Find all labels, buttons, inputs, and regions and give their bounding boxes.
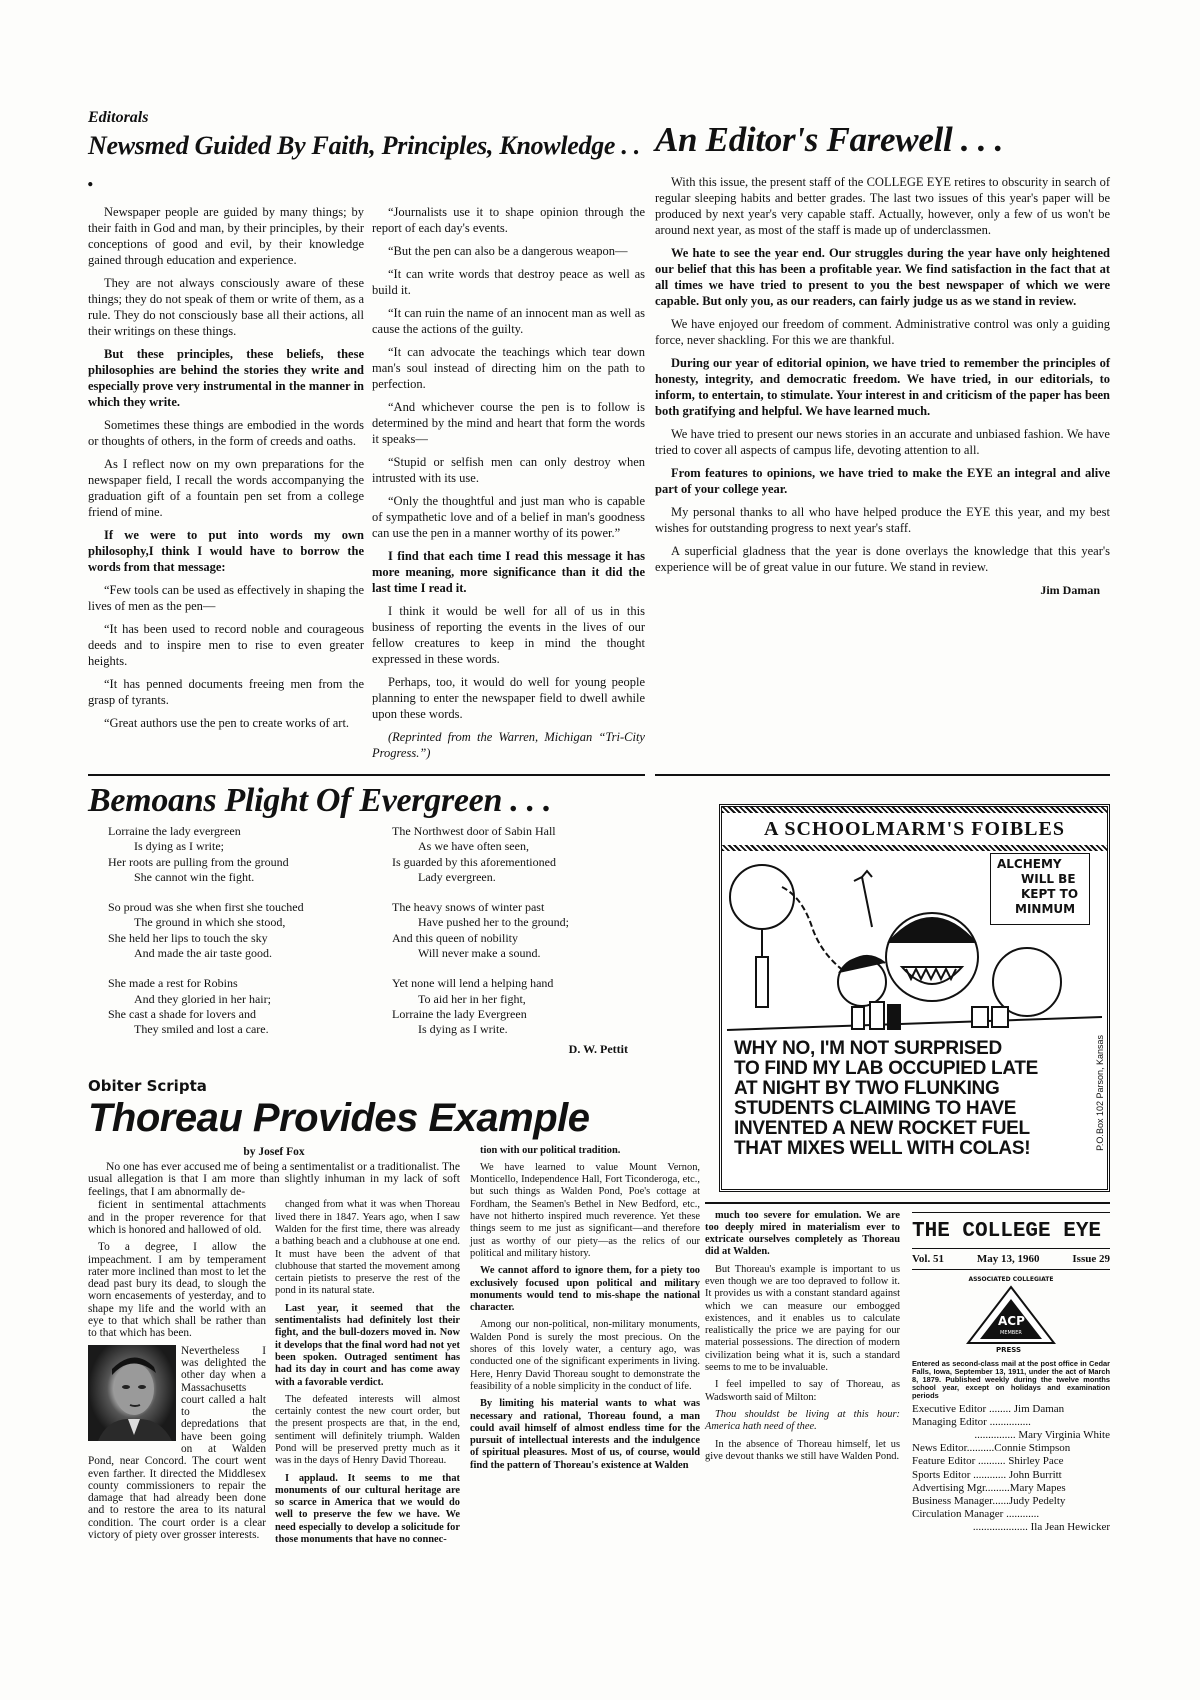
editorial-2 (655, 108, 1110, 598)
paragraph: “Journalists use it to shape opinion through the report of each day's events. (372, 205, 645, 235)
paragraph: From features to opinions, we have tried to make the EYE an integral and alive part of your college year. (655, 466, 1110, 496)
paragraph: Thou shouldst be living at this hour: America hath need of thee. (705, 1408, 900, 1433)
staff-role: Circulation Manager ............ (912, 1508, 1040, 1521)
staff-role: Managing Editor ............... (912, 1415, 1031, 1428)
poem-line: And this queen of nobility (392, 930, 518, 945)
staff-name: Jim Daman (1013, 1402, 1065, 1415)
column-col-1-continued: The court went even farther. It directed the Middlesex county commissioners to repair the damage that had already been done and to restore the area to its natural condition. The court order is a clear victory of piety over grosser interests. (88, 1455, 266, 1542)
poem-line: Her roots are pulling from the ground (108, 854, 289, 869)
poem-line: She held her lips to touch the sky (108, 930, 268, 945)
paragraph: The defeated interests will almost certainly contest the new court order, but the present prospects are that, in the end, sentiment will definitely triumph. Walden Pond will be preserved pretty much as it was in the days of Henry David Thoreau. (275, 1393, 460, 1467)
poem-line: Lorraine the lady Evergreen (392, 1006, 527, 1021)
poem-line: Lorraine the lady evergreen (108, 824, 241, 838)
staff-name: Mary Virginia White (1018, 1428, 1110, 1441)
paragraph: Newspaper people are guided by many things; by their faith in God and man, by their principles, by their conceptions of good and evil, by their knowledge gained through education and experience. (88, 205, 364, 267)
staff-role: Business Manager...... (912, 1494, 1009, 1507)
cartoon-credit: P.O.Box 102 Parson, Kansas (1095, 1035, 1105, 1151)
cartoon-caption (734, 1039, 1038, 1159)
editorial-1 (88, 108, 645, 768)
staff-row (912, 1403, 1110, 1416)
alchemy-sign (990, 853, 1090, 925)
poem-line: The ground in which she stood, (134, 915, 286, 930)
acp-member: MEMBER (1000, 1329, 1022, 1336)
column-headline: Thoreau Provides Example (88, 1095, 590, 1140)
paragraph: “And whichever course the pen is to follow is determined by the mind and heart that form the words it speaks— (372, 400, 645, 446)
paragraph: “Only the thoughtful and just man who is capable of sympathetic love and of a belief in man's goodness can use the pen in a manner worthy of its power.” (372, 494, 645, 540)
poem-left (88, 824, 392, 1053)
paragraph: “But the pen can also be a dangerous weapon— (388, 244, 628, 258)
poem-right (392, 824, 642, 1053)
editorial-column-1 (88, 204, 364, 738)
column-wrap-text: Nevertheless I was delighted the other day when a Massachusetts court called a halt to the depredations that have been going on at Walden Pond, near Concord. (88, 1344, 266, 1468)
staff-row (912, 1429, 1110, 1442)
caption-line: AT NIGHT BY TWO FLUNKING (734, 1078, 1000, 1099)
column-col-1-flow (88, 1345, 266, 1542)
caption-line: WHY NO, I'M NOT SURPRISED (734, 1038, 1002, 1059)
farewell-headline: An Editor's Farewell . . . (655, 120, 1004, 159)
stanza (108, 976, 392, 1037)
column-lower-cols (88, 1199, 460, 1551)
staff-row (912, 1469, 1110, 1482)
paragraph: “It has been used to record noble and courageous deeds and to inspire men to rise to even greater heights. (88, 622, 364, 668)
paragraph: changed from what it was when Thoreau lived there in 1847. Years ago, when I saw Walden for the first time, there was already a bathing beach and a clubhouse at one end. It must have been the advent of that clubhouse that started the movement among certain pietists to preserve the rest of the pond in its natural state. (275, 1199, 460, 1297)
paragraph: By limiting his material wants to what was necessary and rational, Thoreau found, a man could avail himself of almost endless time for the pursuit of intellectual interests and the indulgence of spiritual pleasures. Most of us, of course, would find the pattern of Thoreau's existence at Walden (470, 1398, 700, 1471)
paragraph: Among our non-political, non-military monuments, Walden Pond is surely the most precious. On the shores of this lovely water, a century ago, was conducted one of the significant experiments in living. Here, Henry David Thoreau sought to demonstrate the feasibility of a noble simplicity in the conduct of life. (470, 1319, 700, 1392)
lower-left (88, 776, 700, 1551)
poem-line: The heavy snows of winter past (392, 900, 545, 915)
divider (705, 1202, 1110, 1204)
staff-role: .................... (972, 1521, 1028, 1534)
paragraph: We cannot afford to ignore them, for a piety too exclusively focused upon political and military monuments would tend to mis-shape the national character. (470, 1265, 700, 1314)
portrait-image (88, 1345, 176, 1441)
paragraph: Sometimes these things are embodied in the words or thoughts of others, in the form of creeds and oaths. (88, 418, 364, 448)
staff-role: News Editor.......... (912, 1442, 995, 1455)
caption-line: INVENTED A NEW ROCKET FUEL (734, 1118, 1030, 1139)
paragraph: I applaud. It seems to me that monuments of our cultural heritage are so scarce in America that we would do well to preserve the few we have. We need especially to develop a solicitude for those monuments that have no connec- (275, 1472, 460, 1546)
newspaper-page (88, 0, 1110, 1591)
column-col-1 (88, 1199, 266, 1339)
caption-line: THAT MIXES WELL WITH COLAS! (734, 1138, 1031, 1159)
paragraph: We have tried to present our news stories in an accurate and unbiased fashion. We have tried to cover all aspects of campus life, devoting attention to all. (655, 427, 1110, 457)
poem-line: Yet none will lend a helping hand (392, 976, 554, 991)
column-kicker: Obiter Scripta (88, 1076, 207, 1095)
editorial-column-2 (372, 204, 645, 768)
acp-logo (912, 1276, 1110, 1356)
staff-role: Advertising Mgr......... (912, 1481, 1010, 1494)
paragraph: much too severe for emulation. We are too deeply mired in materialism ever to extricate ourselves completely as Thoreau did at Walden. (705, 1209, 900, 1258)
paragraph: To a degree, I allow the impeachment. I am by temperament rater more inclined than most to let the dead past bury its dead, to slough the worn encasements of yesterday, and to shape my life and the world with an eye to that which shall be rather than to that which has been. (88, 1241, 266, 1340)
poem-line: She cast a shade for lovers and (108, 1006, 256, 1021)
staff-row (912, 1495, 1110, 1508)
acp-press: PRESS (996, 1345, 1022, 1354)
staff-name: Judy Pedelty (1008, 1494, 1066, 1507)
stanza (392, 900, 642, 961)
editorials-row (88, 108, 1110, 768)
staff-row (912, 1482, 1110, 1495)
paragraph: We hate to see the year end. Our struggles during the year have only heightened our belief that this has been a profitable year. We find satisfaction in the fact that at all times we have tried to present to you the best newspaper of which we were capable. But only you, as our readers, can fairly judge us as we stand in review. (655, 246, 1110, 308)
stanza (392, 824, 642, 885)
paragraph: My personal thanks to all who have helped produce the EYE this year, and my best wishes for outstanding progress to next year's staff. (655, 505, 1110, 535)
lower-row (88, 776, 1110, 1551)
poem-line: Have pushed her to the ground; (418, 915, 569, 930)
staff-row (912, 1508, 1110, 1521)
paragraph: As I reflect now on my own preparations for the newspaper field, I recall the words accompanying the graduation gift of a fountain pen set from a college friend of mine. (88, 457, 364, 519)
sign-line: MINMUM (1015, 902, 1076, 916)
paragraph: A superficial gladness that the year is done overlays the knowledge that this year's experience will be of great value in our future. We stand in review. (655, 544, 1110, 574)
poem-line: To aid her in her fight, (418, 991, 526, 1006)
masthead (912, 1212, 1110, 1535)
paragraph: But these principles, these beliefs, these philosophies are behind the stories they write and especially prove very instrumental in the manner in which they write. (88, 347, 364, 409)
paragraph: “Few tools can be used as effectively in shaping the lives of men as the pen— (88, 583, 364, 613)
paragraph: I feel impelled to say of Thoreau, as Wadsworth said of Milton: (705, 1379, 900, 1403)
paragraph: “It can advocate the teachings which tear down man's soul instead of directing him on the path to perfection. (372, 345, 645, 391)
poem-line: So proud was she when first she touched (108, 900, 304, 915)
stanza (108, 824, 392, 885)
staff-name: Mary Mapes (1009, 1481, 1066, 1494)
poem (88, 824, 700, 1053)
editorial-columns (88, 204, 645, 768)
volume: Vol. 51 (912, 1252, 944, 1265)
stanza (108, 900, 392, 961)
staff-row (912, 1416, 1110, 1429)
mail-notice: Entered as second-class mail at the post office in Cedar Falls, Iowa, September 13, 1911, under the act of March 8, 1879. Published weekly during the twelve months school year, except on holidays and examination periods (912, 1358, 1110, 1401)
staff-row (912, 1442, 1110, 1455)
poem-line: The Northwest door of Sabin Hall (392, 824, 556, 838)
poem-line: She made a rest for Robins (108, 976, 238, 991)
paragraph: But Thoreau's example is important to us even though we are too depraved to follow it. It provides us with a constant standard against which we can measure our embogged existences, and it enables us to calculate realistically the price we are paying for our material possessions. The direction of modern civilization being what it is, such a standard seems to me to be invaluable. (705, 1263, 900, 1374)
byline: by Josef Fox (243, 1145, 305, 1158)
poem-line: As we have often seen, (418, 839, 529, 854)
column-col-3 (470, 1145, 700, 1477)
paragraph: “Stupid or selfish men can only destroy when intrusted with its use. (372, 455, 645, 485)
poem-line: And they gloried in her hair; (134, 991, 271, 1006)
paragraph: tion with our political tradition. (480, 1144, 621, 1156)
sign-line: KEPT TO (1021, 887, 1079, 901)
column-body (88, 1145, 700, 1552)
acp-ring-text: ASSOCIATED COLLEGIATE (968, 1275, 1054, 1283)
editorial-headline: Newsmed Guided By Faith, Principles, Knowledge . . . (88, 131, 640, 192)
paragraph: ficient in sentimental attachments and in the proper reverence for that which is honored and hallowed of old. (88, 1199, 266, 1236)
column-col-1-wrapper (88, 1199, 266, 1541)
staff-name: Ila Jean Hewicker (1030, 1521, 1110, 1534)
paragraph: “It can ruin the name of an innocent man as well as cause the actions of the guilty. (372, 306, 645, 336)
paragraph: I think it would be well for all of us in this business of reporting the events in the lives of our fellow creatures to keep in mind the thought expressed in these words. (372, 604, 645, 666)
poem-headline: Bemoans Plight Of Evergreen . . . (88, 782, 552, 819)
column-col-4 (705, 1210, 900, 1469)
masthead-title: THE COLLEGE EYE (912, 1212, 1110, 1245)
issue-date: May 13, 1960 (976, 1252, 1040, 1265)
paragraph: They are not always consciously aware of these things; they do not speak of them or write of them, as a rule. They do not consciously base all their actions, all their writings on these things. (88, 276, 364, 338)
sign-line: WILL BE (1021, 872, 1076, 886)
staff-list (912, 1403, 1110, 1535)
author-photo (88, 1345, 176, 1441)
lower-right (705, 776, 1110, 1535)
staff-role: Sports Editor ............ (912, 1468, 1007, 1481)
paragraph: Last year, it seemed that the sentimentalists had definitely lost their fight, and the bull-dozers moved in. Now it develops that the final word had not yet been spoken. Outraged sentiment has had its day in court and has come away with a favorable verdict. (275, 1302, 460, 1388)
paragraph: Perhaps, too, it would do well for young people planning to enter the newspaper field to dwell awhile upon these words. (372, 675, 645, 721)
staff-role: Executive Editor ........ (912, 1402, 1011, 1415)
sign-line: ALCHEMY (997, 857, 1062, 871)
acp-letters: ACP (998, 1313, 1025, 1328)
column-left-block (88, 1145, 460, 1552)
staff-name: Connie Stimpson (994, 1442, 1071, 1455)
paragraph: “It can write words that destroy peace as well as build it. (372, 267, 645, 297)
poem-line: Is dying as I write; (134, 839, 224, 854)
paragraph: With this issue, the present staff of the COLLEGE EYE retires to obscurity in search of regular sleeping habits and better grades. The last two issues of this year's paper will be produced by next year's very capable staff. Actually, however, only a few of us won't be around next year, as most of the staff is made up of underclassmen. (655, 175, 1110, 237)
staff-name: John Burritt (1008, 1468, 1062, 1481)
issue-number: Issue 29 (1072, 1252, 1110, 1265)
cartoon (719, 804, 1110, 1192)
staff-name: Shirley Pace (1008, 1455, 1064, 1468)
poem-line: They smiled and lost a care. (134, 1022, 269, 1037)
staff-role: Feature Editor .......... (912, 1455, 1006, 1468)
farewell-signature: Jim Daman (1040, 583, 1100, 597)
paragraph: I find that each time I read this message it has more meaning, more significance than it did the last time I read it. (372, 549, 645, 595)
farewell-body (655, 174, 1110, 575)
paragraph: “Great authors use the pen to create works of art. (104, 716, 350, 730)
paragraph: “It has penned documents freeing men from the grasp of tyrants. (88, 677, 364, 707)
cartoon-title: A SCHOOLMARM'S FOIBLES (764, 818, 1065, 840)
column-col-2 (275, 1199, 460, 1551)
section-label: Editorals (88, 109, 149, 126)
caption-line: STUDENTS CLAIMING TO HAVE (734, 1098, 1017, 1119)
issue-line (912, 1248, 1110, 1270)
bottom-right-row (705, 1210, 1110, 1535)
paragraph: We have enjoyed our freedom of comment. Administrative control was only a guiding force, never shackling. For this we are thankful. (655, 317, 1110, 347)
poem-author: D. W. Pettit (568, 1041, 628, 1056)
paragraph: In the absence of Thoreau himself, let us give devout thanks we still have Walden Pond. (705, 1438, 900, 1462)
paragraph: We have learned to value Mount Vernon, Monticello, Independence Hall, Fort Ticonderoga, etc., but such things as Walden Pond, Poe's cottage at Fordham, the Seamen's Bethel in New Bedford, etc., have not hitherto inspired much reverence. Yet these things seem to me just as significant—and therefore just as worthy of our piety—as the relics of our political and military history. (470, 1161, 700, 1259)
poem-line: Is dying as I write. (418, 1022, 508, 1037)
poem-line: Will never make a sound. (418, 946, 541, 961)
staff-row (912, 1455, 1110, 1468)
paragraph: During our year of editorial opinion, we have tried to remember the principles of honesty, integrity, and democratic freedom. We have tried, in our editorials, to inform, to entertain, to stimulate. Your interest in and criticism of the paper has been both gratifying and helpful. We have learned much. (655, 356, 1110, 418)
poem-line: Is guarded by this aforementioned (392, 854, 556, 869)
caption-line: TO FIND MY LAB OCCUPIED LATE (734, 1058, 1039, 1079)
paragraph: (Reprinted from the Warren, Michigan “Tri-City Progress.”) (372, 730, 645, 760)
column-lead: No one has ever accused me of being a sentimentalist or a traditionalist. The usual allegation is that I am more than slightly inhuman in my lack of soft feelings, that I am abnormally de- (88, 1159, 460, 1198)
poem-line: Lady evergreen. (418, 869, 496, 884)
poem-line: And made the air taste good. (134, 946, 272, 961)
paragraph: If we were to put into words my own philosophy,I think I would have to borrow the words from that message: (88, 528, 364, 574)
poem-line: She cannot win the fight. (134, 869, 255, 884)
staff-row (912, 1521, 1110, 1534)
stanza (392, 976, 642, 1037)
staff-role: ............... (974, 1428, 1016, 1441)
